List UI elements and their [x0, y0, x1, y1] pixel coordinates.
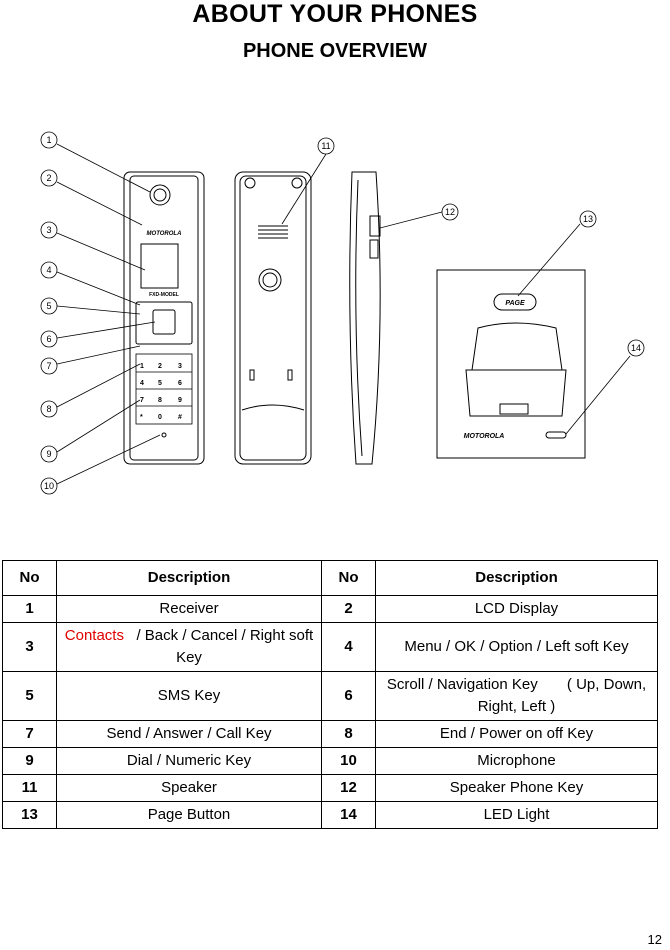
- table-row: [3, 672, 658, 721]
- item-number: 4: [322, 623, 376, 672]
- svg-text:4: 4: [140, 380, 144, 387]
- item-number: 8: [322, 721, 376, 748]
- table-header-row: [3, 561, 658, 596]
- item-description: Dial / Numeric Key: [57, 748, 322, 775]
- callout-3: 3: [46, 225, 52, 235]
- item-number: 12: [322, 775, 376, 802]
- callout-13: 13: [582, 214, 594, 224]
- item-description: Speaker: [57, 775, 322, 802]
- handset-model-text: FXD-MODEL: [149, 292, 179, 298]
- callout-14: 14: [630, 343, 642, 353]
- item-description: Speaker Phone Key: [376, 775, 658, 802]
- callout-6: 6: [46, 334, 52, 344]
- charging-base: [437, 270, 585, 458]
- lcd-display: [141, 244, 178, 288]
- item-description-rest: / Back / Cancel / Right soft Key: [123, 627, 318, 666]
- callout-4: 4: [46, 265, 52, 275]
- item-description: Page Button: [57, 802, 322, 829]
- item-description: Send / Answer / Call Key: [57, 721, 322, 748]
- svg-text:6: 6: [178, 380, 182, 387]
- keypad: [136, 354, 192, 424]
- base-page-text: PAGE: [505, 300, 525, 307]
- speaker-grille: [258, 226, 288, 238]
- svg-text:9: 9: [178, 397, 182, 404]
- page-subtitle: PHONE OVERVIEW: [242, 40, 428, 62]
- item-number: 1: [3, 596, 57, 623]
- handset-side: [350, 172, 380, 464]
- handset-front: [124, 172, 204, 464]
- svg-text:0: 0: [158, 414, 162, 421]
- header-no: No: [3, 561, 57, 596]
- callout-2: 2: [46, 173, 52, 183]
- microphone: [162, 433, 166, 437]
- header-description: Description: [57, 561, 322, 596]
- item-description: Receiver: [57, 596, 322, 623]
- item-description: LCD Display: [376, 596, 658, 623]
- item-description: Menu / OK / Option / Left soft Key: [376, 623, 658, 672]
- header-no: No: [322, 561, 376, 596]
- svg-text:8: 8: [158, 397, 162, 404]
- item-number: 2: [322, 596, 376, 623]
- callout-1: 1: [46, 135, 52, 145]
- item-number: 14: [322, 802, 376, 829]
- item-description: Microphone: [376, 748, 658, 775]
- handset-brand-text: MOTOROLA: [146, 231, 182, 237]
- item-description: End / Power on off Key: [376, 721, 658, 748]
- item-description: SMS Key: [57, 672, 322, 721]
- page-number: 12: [647, 932, 662, 947]
- svg-text:*: *: [140, 414, 143, 421]
- key-description-table: [2, 560, 658, 829]
- callout-10: 10: [43, 481, 55, 491]
- table-row: [3, 623, 658, 672]
- item-number: 7: [3, 721, 57, 748]
- callout-11: 11: [321, 141, 331, 151]
- item-number: 10: [322, 748, 376, 775]
- receiver: [150, 185, 170, 205]
- callout-5: 5: [46, 301, 52, 311]
- callout-lines: [57, 144, 630, 484]
- svg-text:7: 7: [140, 397, 144, 404]
- svg-text:2: 2: [158, 363, 162, 370]
- callout-7: 7: [46, 361, 52, 371]
- svg-text:#: #: [178, 414, 182, 421]
- item-description: Scroll / Navigation Key ( Up, Down, Right, Left ): [376, 672, 658, 721]
- item-number: 3: [3, 623, 57, 672]
- callout-8: 8: [46, 404, 52, 414]
- phone-overview-figure: [0, 120, 670, 500]
- page-title: ABOUT YOUR PHONES: [192, 0, 478, 28]
- table-row: [3, 596, 658, 623]
- handset-back: [235, 172, 311, 464]
- item-description: LED Light: [376, 802, 658, 829]
- item-number: 11: [3, 775, 57, 802]
- svg-text:5: 5: [158, 380, 162, 387]
- item-number: 9: [3, 748, 57, 775]
- item-description: [57, 623, 322, 672]
- contacts-label: Contacts: [64, 627, 124, 644]
- svg-text:3: 3: [178, 363, 182, 370]
- table-row: [3, 775, 658, 802]
- header-description: Description: [376, 561, 658, 596]
- table-row: [3, 802, 658, 829]
- callout-12: 12: [444, 207, 456, 217]
- item-number: 5: [3, 672, 57, 721]
- item-number: 6: [322, 672, 376, 721]
- callout-9: 9: [46, 449, 52, 459]
- table-row: [3, 748, 658, 775]
- table-row: [3, 721, 658, 748]
- led-light: [546, 432, 566, 438]
- base-brand-text: MOTOROLA: [463, 433, 505, 440]
- item-number: 13: [3, 802, 57, 829]
- svg-text:1: 1: [140, 363, 144, 370]
